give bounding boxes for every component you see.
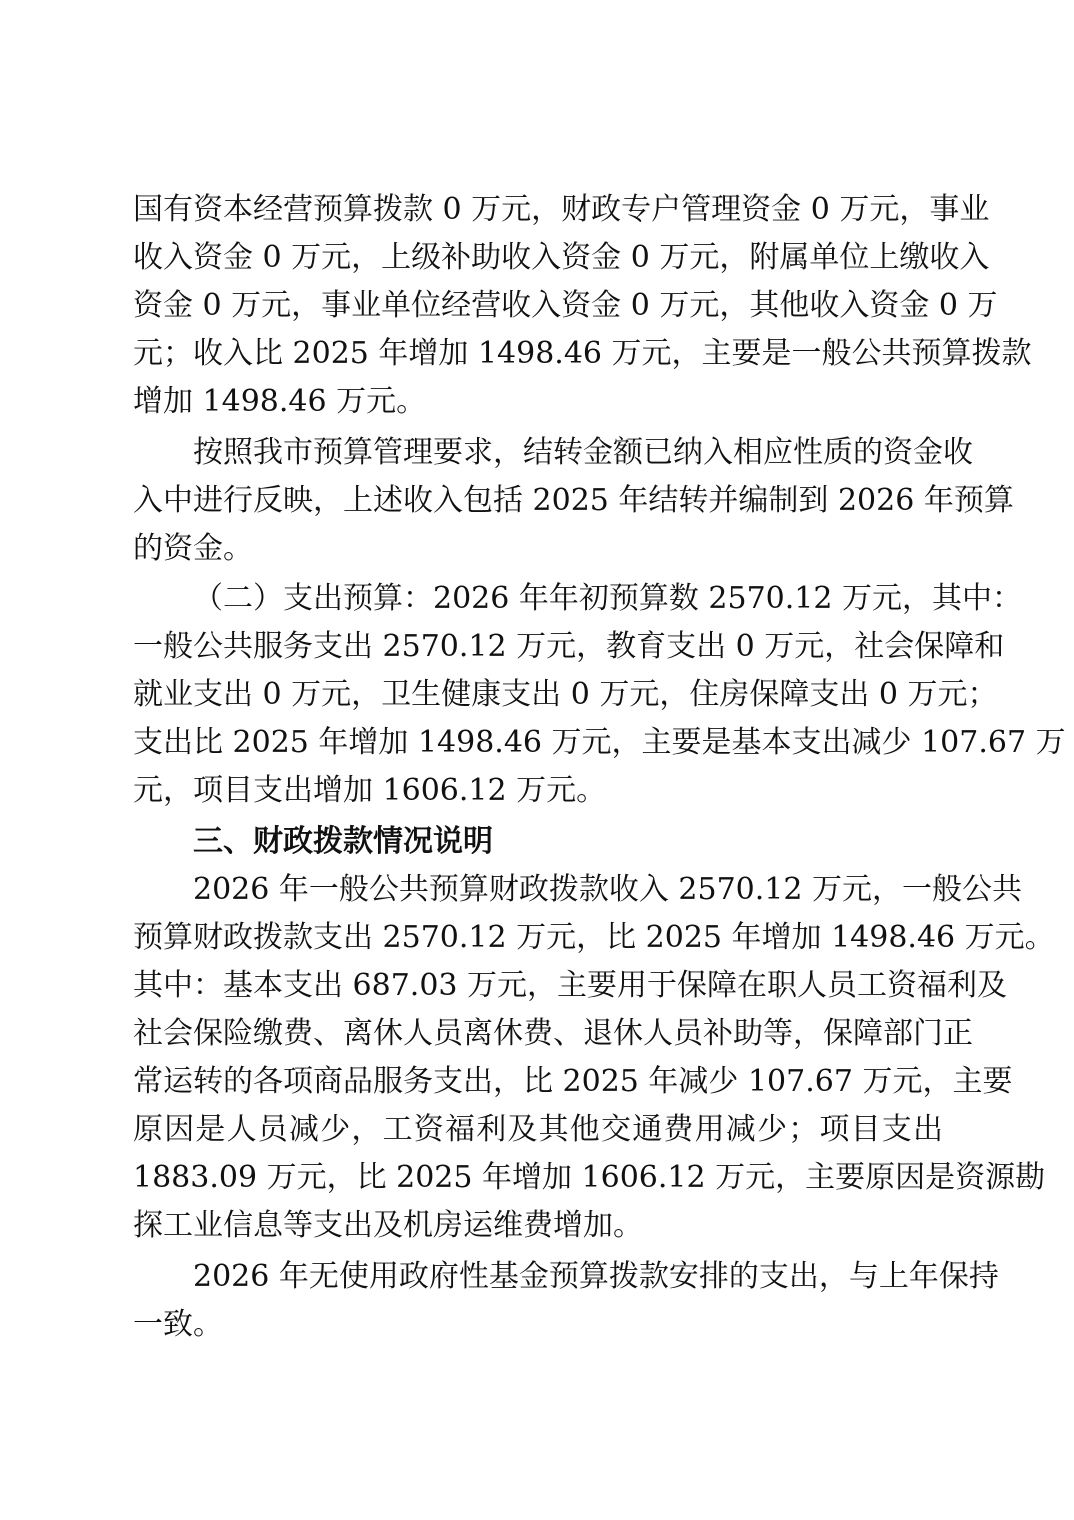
text-line: 其中：基本支出 687.03 万元，主要用于保障在职人员工资福利及 (133, 968, 1008, 1003)
text-line: 1883.09 万元，比 2025 年增加 1606.12 万元，主要原因是资源勘 (133, 1160, 1046, 1195)
text-line: 的资金。 (133, 531, 253, 566)
text-line: 元，项目支出增加 1606.12 万元。 (133, 773, 607, 808)
text-line: 社会保险缴费、离休人员离休费、退休人员补助等，保障部门正 (133, 1016, 973, 1051)
paragraph-first-line: （二）支出预算：2026 年年初预算数 2570.12 万元，其中： (193, 581, 1023, 616)
text-line: 一般公共服务支出 2570.12 万元，教育支出 0 万元，社会保障和 (133, 629, 1005, 664)
text-line: 增加 1498.46 万元。 (133, 384, 427, 419)
text-line: 资金 0 万元，事业单位经营收入资金 0 万元，其他收入资金 0 万 (133, 288, 998, 323)
text-line: 国有资本经营预算拨款 0 万元，财政专户管理资金 0 万元，事业 (133, 192, 990, 227)
text-line: 支出比 2025 年增加 1498.46 万元，主要是基本支出减少 107.67 万 (133, 725, 1066, 760)
text-line: 原因是人员减少，工资福利及其他交通费用减少；项目支出 (133, 1112, 943, 1147)
text-line: 预算财政拨款支出 2570.12 万元，比 2025 年增加 1498.46 万元。 (133, 920, 1055, 955)
section-heading: 三、财政拨款情况说明 (193, 824, 493, 859)
paragraph-first-line: 2026 年无使用政府性基金预算拨款安排的支出，与上年保持 (193, 1259, 999, 1294)
text-line: 元；收入比 2025 年增加 1498.46 万元，主要是一般公共预算拨款 (133, 336, 1032, 371)
paragraph-first-line: 按照我市预算管理要求，结转金额已纳入相应性质的资金收 (193, 435, 973, 470)
text-line: 就业支出 0 万元，卫生健康支出 0 万元，住房保障支出 0 万元； (133, 677, 998, 712)
text-line: 入中进行反映，上述收入包括 2025 年结转并编制到 2026 年预算 (133, 483, 1014, 518)
text-line: 常运转的各项商品服务支出，比 2025 年减少 107.67 万元，主要 (133, 1064, 1013, 1099)
text-line: 收入资金 0 万元，上级补助收入资金 0 万元，附属单位上缴收入 (133, 240, 990, 275)
text-line: 探工业信息等支出及机房运维费增加。 (133, 1208, 643, 1243)
paragraph-first-line: 2026 年一般公共预算财政拨款收入 2570.12 万元，一般公共 (193, 872, 1023, 907)
text-line: 一致。 (133, 1307, 223, 1342)
